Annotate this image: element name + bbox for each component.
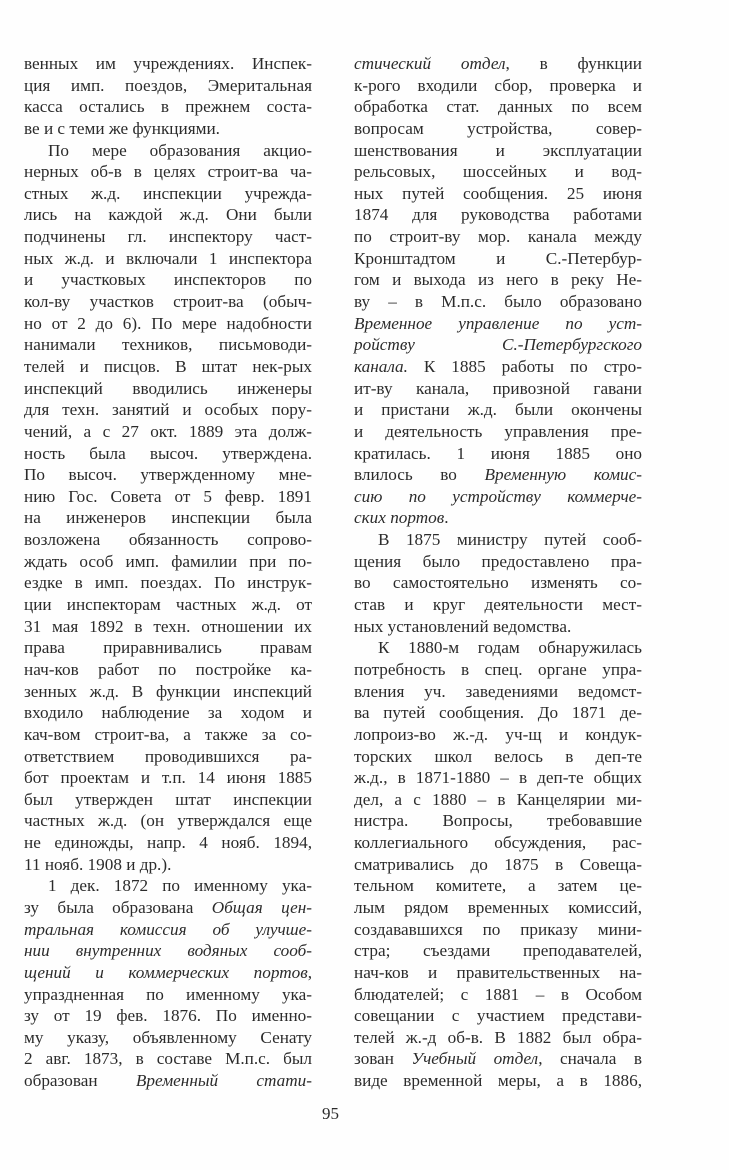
text-fragment: кол-ву участков строит-ва (обыч-: [24, 292, 312, 312]
text-line: [354, 940, 642, 962]
text-fragment: му указу, объявленному Сенату: [24, 1027, 312, 1047]
text-line: [354, 572, 642, 594]
text-line: [24, 854, 312, 876]
text-fragment: но от 2 до 6). По мере надобности: [24, 313, 312, 333]
text-fragment: частных ж.д. (он утверждался еще: [24, 811, 312, 831]
text-fragment: 1874 для руководства работами: [354, 205, 642, 225]
text-fragment: вления уч. заведениями ведомст-: [354, 681, 642, 701]
text-fragment: на инженеров инспекции была: [24, 508, 312, 528]
text-line: [24, 1005, 312, 1027]
text-line: [354, 875, 642, 897]
text-fragment: торских школ велось в деп-те: [354, 746, 642, 766]
text-fragment: ,: [307, 962, 312, 982]
text-fragment: ответствием проводившихся ра-: [24, 746, 312, 766]
text-line: [24, 486, 312, 508]
text-line: [354, 724, 642, 746]
text-line: [24, 1048, 312, 1070]
text-line: [354, 226, 642, 248]
italic-term: Временное управление по уст-: [354, 313, 642, 333]
text-line: [24, 53, 312, 75]
text-fragment: ве и с теми же функциями.: [24, 118, 220, 138]
text-line: [354, 962, 642, 984]
text-line: [354, 1005, 642, 1027]
text-line: [354, 399, 642, 421]
text-line: [354, 96, 642, 118]
text-fragment: бот проектам и т.п. 14 июня 1885: [24, 768, 312, 788]
text-fragment: лись на каждой ж.д. Они были: [24, 205, 312, 225]
text-line: [24, 551, 312, 573]
text-fragment: вопросам устройства, совер-: [354, 118, 642, 138]
text-fragment: был утвержден штат инспекции: [24, 789, 312, 809]
text-fragment: касса остались в прежнем соста-: [24, 97, 312, 117]
text-fragment: стра; съездами преподавателей,: [354, 941, 642, 961]
text-fragment: кратилась. 1 июня 1885 оно: [354, 443, 642, 463]
text-line: [24, 572, 312, 594]
text-line: [24, 443, 312, 465]
text-fragment: ждать особ имп. фамилии при по-: [24, 551, 312, 571]
text-line: [354, 594, 642, 616]
text-line: [354, 746, 642, 768]
text-fragment: к-рого входили сбор, проверка и: [354, 75, 642, 95]
text-line: [24, 118, 312, 140]
text-line: [24, 810, 312, 832]
text-line: [24, 529, 312, 551]
text-line: [354, 183, 642, 205]
text-line: [354, 118, 642, 140]
text-fragment: потребность в спец. органе упра-: [354, 659, 642, 679]
text-fragment: ездке в имп. поездах. По инструк-: [24, 573, 312, 593]
text-fragment: и пристани ж.д. были окончены: [354, 400, 642, 420]
text-fragment: зу от 19 фев. 1876. По именно-: [24, 1006, 312, 1026]
text-fragment: ных ж.д. и включали 1 инспектора: [24, 248, 312, 268]
text-fragment: инспекций вводились инженеры: [24, 378, 312, 398]
text-fragment: для техн. занятий и особых пору-: [24, 400, 312, 420]
text-fragment: Кронштадтом и С.-Петербур-: [354, 248, 642, 268]
text-line: [354, 140, 642, 162]
text-fragment: по строит-ву мор. канала между: [354, 227, 642, 247]
text-line: [354, 75, 642, 97]
text-fragment: ит-ву канала, привозной гавани: [354, 378, 642, 398]
text-line: [24, 183, 312, 205]
text-fragment: входило наблюдение за ходом и: [24, 703, 312, 723]
text-fragment: виде временной меры, а в 1886,: [354, 1071, 642, 1091]
page-number: 95: [322, 1104, 339, 1123]
text-fragment: 11 нояб. 1908 и др.).: [24, 854, 172, 874]
text-fragment: телей и писцов. В штат нек-рых: [24, 356, 312, 376]
text-fragment: возложена обязанность сопрово-: [24, 530, 312, 550]
text-fragment: права приравнивались правам: [24, 638, 312, 658]
text-line: [354, 378, 642, 400]
text-line: [24, 378, 312, 400]
italic-term: ройству С.-Петербургского: [354, 335, 642, 355]
italic-term: ских портов: [354, 508, 445, 528]
text-fragment: нанимали техников, письмоводи-: [24, 335, 312, 355]
text-line: [24, 919, 312, 941]
text-fragment: и деятельность управления пре-: [354, 421, 642, 441]
text-fragment: став и круг деятельности мест-: [354, 595, 642, 615]
text-fragment: , сначала в: [538, 1049, 642, 1069]
text-line: [354, 269, 642, 291]
text-fragment: во самостоятельно изменять со-: [354, 573, 642, 593]
text-line: [354, 551, 642, 573]
text-line: [24, 875, 312, 897]
text-fragment: сматривались до 1875 в Совеща-: [354, 854, 642, 874]
italic-term: Временный стати-: [135, 1071, 312, 1091]
text-line: [354, 248, 642, 270]
text-line: [24, 269, 312, 291]
text-line: [354, 507, 642, 529]
text-line: [24, 464, 312, 486]
text-fragment: нерных об-в в целях строит-ва ча-: [24, 162, 312, 182]
text-line: [24, 962, 312, 984]
text-fragment: телей ж.-д об-в. В 1882 был обра-: [354, 1027, 642, 1047]
text-fragment: не единожды, напр. 4 нояб. 1894,: [24, 833, 312, 853]
text-line: [24, 746, 312, 768]
text-fragment: ных путей сообщения. 25 июня: [354, 183, 642, 203]
text-line: [354, 681, 642, 703]
text-fragment: 1 дек. 1872 по именному ука-: [48, 876, 312, 896]
text-fragment: нистра. Вопросы, требовавшие: [354, 811, 642, 831]
text-line: [24, 616, 312, 638]
italic-term: стический отдел: [354, 54, 506, 73]
text-fragment: зу была образована: [24, 897, 212, 917]
text-line: [24, 399, 312, 421]
text-fragment: стных ж.д. инспекции учрежда-: [24, 183, 312, 203]
text-line: [24, 421, 312, 443]
text-line: [24, 832, 312, 854]
text-line: [24, 291, 312, 313]
italic-term: Учебный отдел: [411, 1049, 539, 1069]
text-fragment: ции инспекторам частных ж.д. от: [24, 595, 312, 615]
right-column: [354, 53, 642, 1092]
text-line: [354, 53, 642, 75]
text-line: [354, 1027, 642, 1049]
text-line: [354, 529, 642, 551]
text-line: [354, 334, 642, 356]
text-line: [24, 594, 312, 616]
italic-term: нии внутренних водяных сооб-: [24, 941, 312, 961]
text-line: [354, 486, 642, 508]
text-fragment: образован: [24, 1071, 136, 1091]
text-line: [24, 1070, 312, 1092]
text-fragment: щения было предоставлено пра-: [354, 551, 642, 571]
text-line: [24, 724, 312, 746]
text-line: [354, 1070, 642, 1092]
text-line: [354, 854, 642, 876]
text-fragment: нач-ков и правительственных на-: [354, 962, 642, 982]
text-line: [354, 897, 642, 919]
text-line: [24, 789, 312, 811]
text-fragment: , в функции: [505, 54, 642, 73]
text-fragment: нач-ков работ по постройке ка-: [24, 659, 312, 679]
text-fragment: В 1875 министру путей сооб-: [378, 530, 642, 550]
text-fragment: гом и выхода из него в реку Не-: [354, 270, 642, 290]
text-line: [24, 637, 312, 659]
text-line: [354, 313, 642, 335]
left-column: [24, 53, 312, 1092]
text-fragment: нию Гос. Совета от 5 февр. 1891: [24, 486, 312, 506]
text-line: [354, 616, 642, 638]
text-fragment: .: [444, 508, 449, 528]
text-line: [24, 984, 312, 1006]
text-line: [24, 659, 312, 681]
text-fragment: чений, а с 27 окт. 1889 эта долж-: [24, 421, 312, 441]
text-line: [24, 204, 312, 226]
text-fragment: ция имп. поездов, Эмеритальная: [24, 75, 312, 95]
text-fragment: блюдателей; с 1881 – в Особом: [354, 984, 642, 1004]
text-line: [24, 681, 312, 703]
italic-term: щений и коммерческих портов: [24, 962, 308, 982]
text-fragment: 2 авг. 1873, в составе М.п.с. был: [24, 1049, 312, 1069]
text-line: [24, 161, 312, 183]
text-line: [354, 161, 642, 183]
text-line: [24, 334, 312, 356]
text-fragment: По высоч. утвержденному мне-: [24, 465, 312, 485]
text-line: [24, 313, 312, 335]
text-fragment: упраздненная по именному ука-: [24, 984, 312, 1004]
text-fragment: ных установлений ведомства.: [354, 616, 572, 636]
text-line: [354, 421, 642, 443]
text-line: [24, 75, 312, 97]
text-line: [354, 464, 642, 486]
italic-term: Общая цен-: [211, 897, 312, 917]
text-fragment: совещании с участием представи-: [354, 1006, 642, 1026]
text-fragment: ность была высоч. утверждена.: [24, 443, 312, 463]
text-line: [24, 940, 312, 962]
text-line: [354, 1048, 642, 1070]
text-fragment: создававшихся по приказу мини-: [354, 919, 642, 939]
text-line: [354, 637, 642, 659]
text-line: [354, 291, 642, 313]
text-fragment: дел, а с 1880 – в Канцелярии ми-: [354, 789, 642, 809]
text-fragment: К 1885 работы по стро-: [407, 356, 642, 376]
text-line: [24, 767, 312, 789]
text-fragment: венных им учреждениях. Инспек-: [24, 54, 312, 73]
text-line: [354, 659, 642, 681]
text-line: [24, 140, 312, 162]
italic-term: канала.: [354, 356, 408, 376]
text-line: [354, 443, 642, 465]
text-fragment: ву – в М.п.с. было образовано: [354, 292, 642, 312]
text-fragment: шенствования и эксплуатации: [354, 140, 642, 160]
text-line: [354, 789, 642, 811]
text-fragment: коллегиального обсуждения, рас-: [354, 833, 642, 853]
text-fragment: зенных ж.д. В функции инспекций: [24, 681, 312, 701]
text-fragment: ж.д., в 1871-1880 – в деп-те общих: [354, 768, 642, 788]
text-line: [354, 984, 642, 1006]
text-fragment: 31 мая 1892 в техн. отношении их: [24, 616, 312, 636]
text-line: [24, 507, 312, 529]
text-line: [354, 767, 642, 789]
text-fragment: К 1880-м годам обнаружилась: [378, 638, 642, 658]
text-fragment: ва путей сообщения. До 1871 де-: [354, 703, 642, 723]
text-line: [354, 702, 642, 724]
text-line: [24, 702, 312, 724]
text-line: [24, 96, 312, 118]
text-fragment: зован: [354, 1049, 412, 1069]
text-line: [24, 1027, 312, 1049]
text-line: [24, 226, 312, 248]
italic-term: сию по устройству коммерче-: [354, 486, 642, 506]
text-fragment: кач-вом строит-ва, а также за со-: [24, 724, 312, 744]
text-line: [354, 356, 642, 378]
text-fragment: влилось во: [354, 465, 485, 485]
text-line: [354, 919, 642, 941]
italic-term: Временную комис-: [484, 465, 642, 485]
text-line: [24, 356, 312, 378]
text-line: [24, 248, 312, 270]
text-fragment: По мере образования акцио-: [48, 140, 312, 160]
text-fragment: тельном комитете, а затем це-: [354, 876, 642, 896]
italic-term: тральная комиссия об улучше-: [24, 919, 312, 939]
text-fragment: и участковых инспекторов по: [24, 270, 312, 290]
text-line: [354, 810, 642, 832]
text-line: [354, 204, 642, 226]
text-fragment: рельсовых, шоссейных и вод-: [354, 162, 642, 182]
text-line: [354, 832, 642, 854]
text-fragment: лым рядом временных комиссий,: [354, 897, 642, 917]
text-line: [24, 897, 312, 919]
text-fragment: обработка стат. данных по всем: [354, 97, 642, 117]
text-fragment: подчинены гл. инспектору част-: [24, 227, 312, 247]
text-fragment: лопроиз-во ж.-д. уч-щ и кондук-: [354, 724, 642, 744]
